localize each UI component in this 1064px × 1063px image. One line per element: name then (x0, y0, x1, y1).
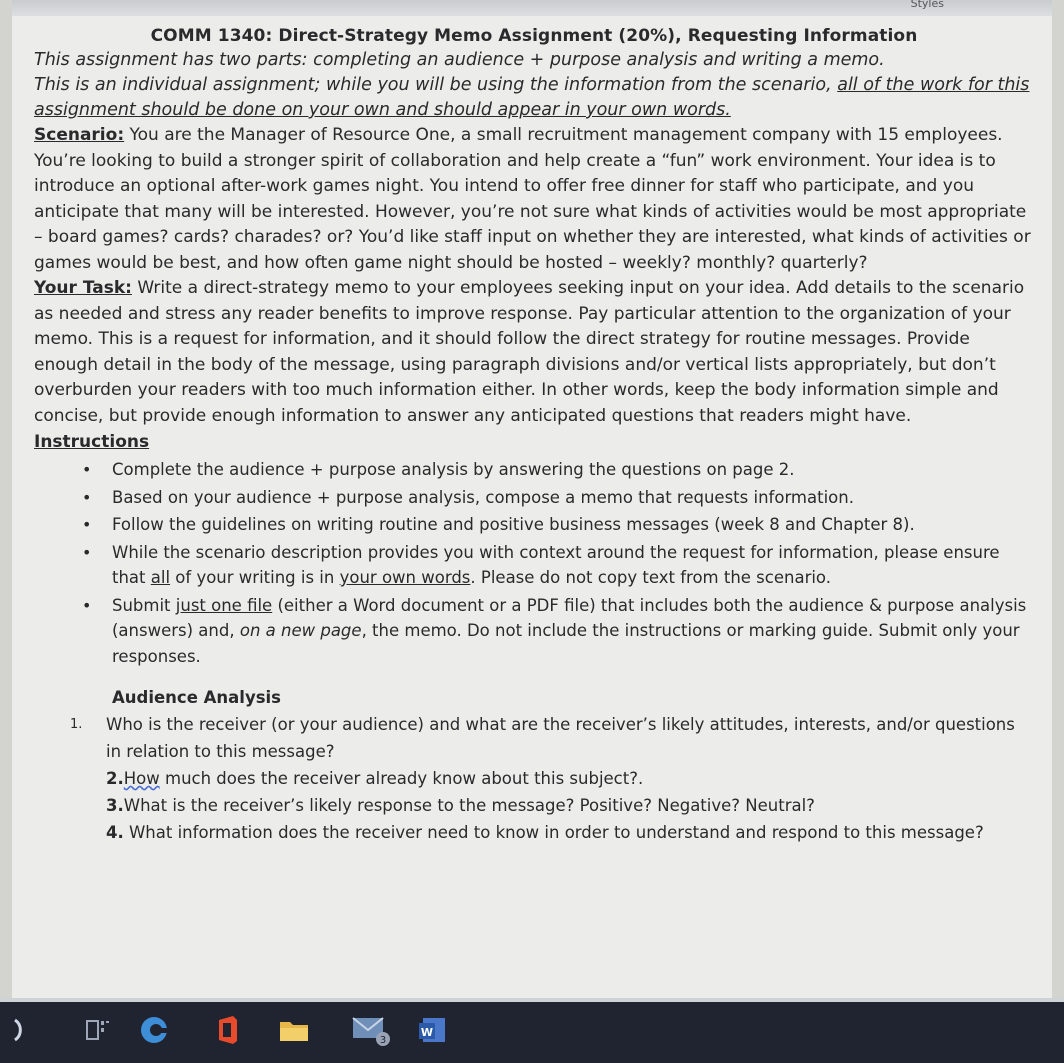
instructions-heading: Instructions (34, 432, 150, 452)
instructions-list (34, 457, 1034, 669)
question-1: 1. Who is the receiver (or your audience) and what are the receiver’s likely attitudes, interests, and/or questions in relation to this message? (70, 715, 1015, 761)
intro-line-2: This is an individual assignment; while you will be using the information from the scenario, all of the work for this assignment should be done on your own and should appear in your own words. (34, 75, 1030, 120)
list-item: • Follow the guidelines on writing routine and positive business messages (week 8 and Chapter 8). (82, 515, 915, 534)
scenario-label: Scenario: (34, 125, 125, 145)
list-item: • Complete the audience + purpose analysis by answering the questions on page 2. (82, 460, 795, 479)
search-icon[interactable] (4, 1012, 40, 1048)
taskbar-top-strip (0, 998, 1064, 1002)
styles-label[interactable]: Styles (910, 0, 944, 10)
mail-icon[interactable] (348, 1012, 394, 1048)
audience-analysis-heading: Audience Analysis (112, 688, 281, 707)
mail-badge-count: 3 (379, 1035, 387, 1046)
question-4: 4. What information does the receiver need to know in order to understand and respond to this message? (106, 823, 984, 842)
file-explorer-icon[interactable] (276, 1012, 312, 1048)
audience-questions (34, 711, 1034, 846)
spellcheck-how[interactable]: How (123, 769, 160, 788)
scenario-paragraph: Scenario: You are the Manager of Resource One, a small recruitment management company with 15 employees. You’re looking to build a stronger spirit of collaboration and help create a “fun” work environment. Your idea is to introduce an optional after-work games night. You intend to offer free dinner for staff who participate, and you anticipate that many will be interested. However, you’re not sure what kinds of activities would be most appropriate – board games? cards? charades? or? You’d like staff input on whether they are interested, what kinds of activities or games would be best, and how often game night should be hosted – weekly? monthly? quarterly? (34, 125, 1031, 273)
word-letter: W (420, 1026, 434, 1039)
question-3: 3.What is the receiver’s likely response to the message? Positive? Negative? Neutral? (106, 796, 815, 815)
list-item: • While the scenario description provides you with context around the request for information, please ensure that all of your writing is in your own words. Please do not copy text from the scenario. (82, 542, 1000, 587)
edge-browser-icon[interactable] (136, 1012, 172, 1048)
document-content (34, 26, 1034, 846)
word-app-icon[interactable] (414, 1012, 450, 1048)
question-2: 2.How much does the receiver already know about this subject?. (106, 769, 644, 788)
page-title: COMM 1340: Direct-Strategy Memo Assignment (20%), Requesting Information (150, 26, 918, 46)
right-margin (1052, 0, 1064, 998)
office-app-icon[interactable] (210, 1012, 246, 1048)
task-label: Your Task: (34, 278, 132, 298)
list-item: • Submit just one file (either a Word document or a PDF file) that includes both the audience & purpose analysis (answers) and, on a new page, the memo. Do not include the instructions or marking guide. Submit only your responses. (82, 595, 1027, 666)
intro-line-1: This assignment has two parts: completing an audience + purpose analysis and writing a memo. (34, 50, 885, 70)
taskbar (0, 998, 1064, 1063)
task-paragraph: Your Task: Write a direct-strategy memo to your employees seeking input on your idea. Add details to the scenario as needed and stress any reader benefits to improve response. Pay particular attention to the organization of your memo. This is a request for information, and it should follow the direct strategy for routine messages. Provide enough detail in the body of the message, using paragraph divisions and/or vertical lists appropriately, but don’t overburden your readers with too much information either. In other words, keep the body information simple and concise, but provide enough information to answer any anticipated questions that readers might have. (34, 278, 1025, 426)
task-view-icon[interactable] (80, 1012, 116, 1048)
document-page[interactable] (12, 16, 1052, 998)
list-item: • Based on your audience + purpose analysis, compose a memo that requests information. (82, 487, 854, 507)
window-top-bar (0, 0, 1064, 17)
left-margin (0, 0, 12, 998)
